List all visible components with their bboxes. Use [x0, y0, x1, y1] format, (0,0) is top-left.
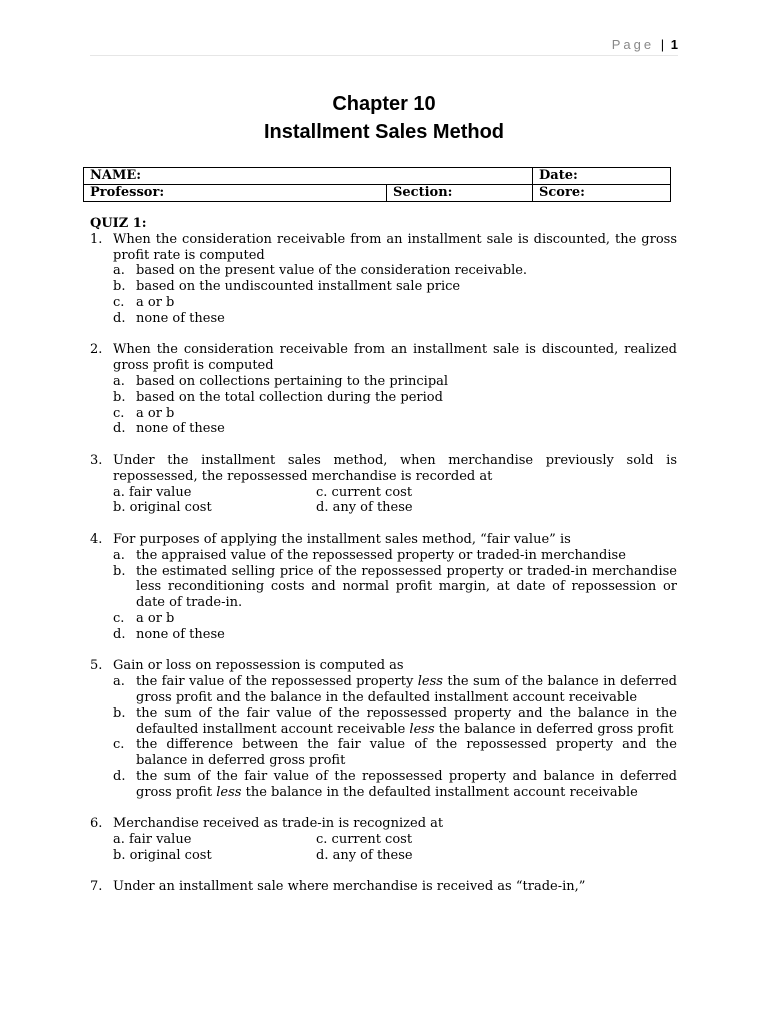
- professor-field: Professor:: [84, 185, 387, 202]
- question-4: 4. For purposes of applying the installment sales method, “fair value” is a. the appraised value of the repossessed property or traded-in merchandise b. the estimated selling price of the repossessed property or traded-in merchandise less reconditioning costs and normal profit margin, at date of repossession or date of trade-in. c. a or b d. none of these: [90, 531, 677, 642]
- options-row: [113, 500, 677, 516]
- option-b: b. based on the total collection during the period: [113, 389, 443, 405]
- question-stem: Merchandise received as trade-in is recognized at: [113, 816, 444, 832]
- options-row: [113, 848, 677, 864]
- option-d: d. none of these: [113, 626, 225, 642]
- question-stem: When the consideration receivable from an installment sale is discounted, the gross profit rate is computed: [113, 231, 677, 263]
- question-stem: Under the installment sales method, when merchandise previously sold is repossessed, the repossessed merchandise is recorded at: [113, 452, 677, 484]
- option-a: a. based on collections pertaining to the principal: [113, 373, 449, 389]
- option-a: a. fair value: [113, 832, 192, 848]
- question-6: 6. Merchandise received as trade-in is recognized at a. fair value c. current cost b. original cost d. any of these: [90, 816, 677, 863]
- question-stem: Gain or loss on repossession is computed as: [113, 658, 404, 674]
- options-row: [113, 832, 677, 848]
- question-stem: For purposes of applying the installment sales method, “fair value” is: [113, 531, 571, 547]
- chapter-subtitle: Installment Sales Method: [263, 121, 505, 143]
- date-field: Date:: [533, 168, 671, 185]
- option-d: d. any of these: [316, 847, 413, 863]
- page-number: Page | 1: [611, 37, 678, 52]
- question-7: 7. Under an installment sale where merchandise is received as “trade-in,”: [90, 879, 677, 895]
- option-b: b. the sum of the fair value of the repossessed property and the balance in the defaulted installment account receivable less the balance in deferred gross profit: [113, 705, 677, 737]
- question-5: 5. Gain or loss on repossession is computed as a. the fair value of the repossessed property less the sum of the balance in deferred gross profit and the balance in the defaulted installment account receivable b. the sum of the fair value of the repossessed property and the balance in the defaulted installment account receivable less the balance in deferred gross profit c. the difference between the fair value of the repossessed property and the balance in deferred gross profit d. the sum of the fair value of the repossessed property and balance in deferred gross profit less the balance in the defaulted installment account receivable: [90, 658, 677, 800]
- option-a: a. based on the present value of the consideration receivable.: [113, 263, 528, 279]
- option-b: b. original cost: [113, 500, 212, 516]
- quiz-content: [90, 216, 677, 895]
- student-info-table: [83, 167, 671, 202]
- option-c: c. a or b: [113, 405, 175, 421]
- option-d: d. none of these: [113, 421, 225, 437]
- option-c: c. current cost: [316, 832, 413, 848]
- name-field: NAME:: [84, 168, 533, 185]
- option-d: d. any of these: [316, 500, 413, 516]
- option-a: a. the appraised value of the repossessed property or traded-in merchandise: [113, 547, 626, 563]
- chapter-title: Chapter 10: [332, 93, 436, 115]
- header-divider: [90, 55, 678, 56]
- option-c: c. a or b: [113, 610, 175, 626]
- question-2: 2. When the consideration receivable from an installment sale is discounted, realized gross profit is computed a. based on collections pertaining to the principal b. based on the total collection during the period c. a or b d. none of these: [90, 342, 677, 437]
- question-stem: When the consideration receivable from an installment sale is discounted, realized gross profit is computed: [113, 342, 677, 374]
- question-1: 1. When the consideration receivable from an installment sale is discounted, the gross profit rate is computed a. based on the present value of the consideration receivable. b. based on the undiscounted installment sale price c. a or b d. none of these: [90, 231, 677, 326]
- quiz-title: QUIZ 1:: [90, 216, 147, 231]
- option-a: a. the fair value of the repossessed property less the sum of the balance in deferred gross profit and the balance in the defaulted installment account receivable: [113, 674, 677, 705]
- question-stem: Under an installment sale where merchandise is received as “trade-in,”: [113, 879, 586, 895]
- score-field: Score:: [533, 185, 671, 202]
- option-c: c. current cost: [316, 484, 413, 500]
- option-b: b. based on the undiscounted installment sale price: [113, 279, 461, 295]
- option-c: c. the difference between the fair value of the repossessed property and the balance in deferred gross profit: [113, 737, 677, 769]
- option-d: d. none of these: [113, 310, 225, 326]
- option-d: d. the sum of the fair value of the repossessed property and balance in deferred gross profit less the balance in the defaulted installment account receivable: [113, 768, 677, 800]
- options-row: [113, 485, 677, 501]
- option-b: b. original cost: [113, 847, 212, 863]
- option-a: a. fair value: [113, 484, 192, 500]
- option-c: c. a or b: [113, 294, 175, 310]
- section-field: Section:: [387, 185, 533, 202]
- option-b: b. the estimated selling price of the repossessed property or traded-in merchandise less reconditioning costs and normal profit margin, at date of repossession or date of trade-in.: [113, 563, 677, 611]
- question-3: 3. Under the installment sales method, when merchandise previously sold is repossessed, the repossessed merchandise is recorded at a. fair value c. current cost b. original cost d. any of these: [90, 452, 677, 516]
